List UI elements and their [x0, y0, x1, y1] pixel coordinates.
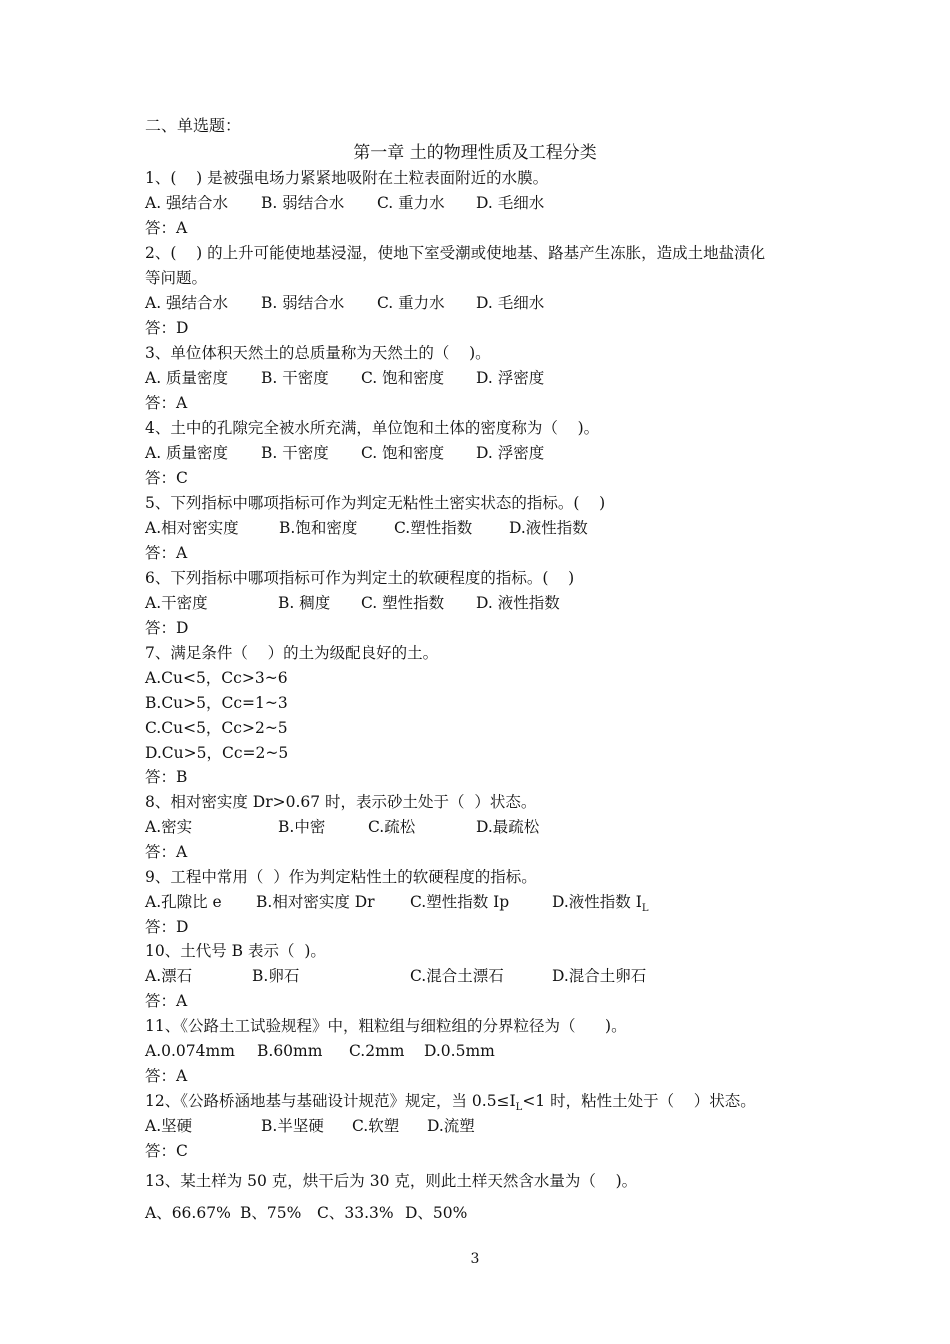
q10-answer: 答：A: [145, 992, 188, 1010]
q12-option-c: C.软塑: [352, 1117, 400, 1135]
q12-option-d: D.流塑: [427, 1117, 475, 1135]
q7-option-b: B.Cu>5，Cc=1~3: [145, 694, 288, 712]
q11-option-a: A.0.074mm: [145, 1042, 235, 1060]
q1-option-a: A. 强结合水: [145, 194, 229, 212]
q10-option-c: C.混合土漂石: [410, 967, 504, 985]
question-6-stem: 6、下列指标中哪项指标可作为判定土的软硬程度的指标。( ): [145, 569, 575, 587]
q2-option-a: A. 强结合水: [145, 294, 229, 312]
q3-answer: 答：A: [145, 394, 188, 412]
q2-option-c: C. 重力水: [377, 294, 445, 312]
q4-answer: 答：C: [145, 469, 188, 487]
question-8-stem: 8、相对密实度 Dr>0.67 时，表示砂土处于（ ）状态。: [145, 793, 537, 811]
q10-option-a: A.漂石: [145, 967, 193, 985]
q12-stem-part-2: <1 时，粘性土处于（ ）状态。: [522, 1092, 756, 1110]
q11-option-d: D.0.5mm: [424, 1042, 495, 1060]
q9-option-c: C.塑性指数 Ip: [410, 893, 510, 911]
q6-option-d: D. 液性指数: [476, 594, 560, 612]
q7-option-d: D.Cu>5，Cc=2~5: [145, 744, 289, 762]
q3-option-d: D. 浮密度: [476, 369, 545, 387]
q2-option-b: B. 弱结合水: [261, 294, 345, 312]
q6-option-c: C. 塑性指数: [361, 594, 445, 612]
q12-option-b: B.半坚硬: [261, 1117, 324, 1135]
section-heading: 二、单选题：: [145, 116, 242, 135]
q1-option-b: B. 弱结合水: [261, 194, 345, 212]
q12-option-a: A.坚硬: [145, 1117, 193, 1135]
q5-answer: 答：A: [145, 544, 188, 562]
q11-option-c: C.2mm: [349, 1042, 405, 1060]
q13-option-b: B、75%: [240, 1204, 302, 1222]
q1-option-c: C. 重力水: [377, 194, 445, 212]
question-12-stem: [145, 1091, 756, 1118]
q10-option-b: B.卵石: [252, 967, 300, 985]
q8-option-c: C.疏松: [368, 818, 416, 836]
q1-answer: 答：A: [145, 219, 188, 237]
q12-answer: 答：C: [145, 1142, 188, 1160]
page-number: 3: [470, 1251, 480, 1267]
q9-option-a: A.孔隙比 e: [145, 893, 222, 911]
q11-option-b: B.60mm: [257, 1042, 323, 1060]
question-2-stem-line-1: 2、( ) 的上升可能使地基浸湿，使地下室受潮或使地基、路基产生冻胀，造成土地盐渍化: [145, 244, 766, 262]
subscript-l: L: [515, 1102, 523, 1113]
question-2-stem-line-2: 等问题。: [145, 269, 208, 287]
question-11-stem: 11、《公路土工试验规程》中，粗粒组与细粒组的分界粒径为（ )。: [145, 1017, 627, 1035]
q1-option-d: D. 毛细水: [476, 194, 545, 212]
q6-option-a: A.干密度: [145, 594, 208, 612]
q2-answer: 答：D: [145, 319, 189, 337]
q4-option-c: C. 饱和密度: [361, 444, 445, 462]
q10-option-d: D.混合土卵石: [552, 967, 647, 985]
q13-option-d: D、50%: [405, 1204, 468, 1222]
q11-answer: 答：A: [145, 1067, 188, 1085]
q5-option-a: A.相对密实度: [145, 519, 239, 537]
q8-option-a: A.密实: [145, 818, 193, 836]
q6-option-b: B. 稠度: [278, 594, 331, 612]
question-10-stem: 10、土代号 B 表示（ )。: [145, 942, 326, 960]
subscript-l: L: [641, 903, 649, 914]
question-13-stem: 13、某土样为 50 克，烘干后为 30 克，则此土样天然含水量为（ )。: [145, 1172, 638, 1190]
q4-option-d: D. 浮密度: [476, 444, 545, 462]
q5-option-d: D.液性指数: [509, 519, 588, 537]
q4-option-b: B. 干密度: [261, 444, 329, 462]
q8-option-d: D.最疏松: [476, 818, 540, 836]
q3-option-c: C. 饱和密度: [361, 369, 445, 387]
q13-option-a: A、66.67%: [145, 1204, 231, 1222]
q5-option-c: C.塑性指数: [394, 519, 473, 537]
q3-option-a: A. 质量密度: [145, 369, 229, 387]
q9-option-d: [552, 892, 649, 919]
question-1-stem: 1、( ) 是被强电场力紧紧地吸附在土粒表面附近的水膜。: [145, 169, 549, 187]
q7-answer: 答：B: [145, 768, 188, 786]
q8-option-b: B.中密: [278, 818, 326, 836]
q7-option-a: A.Cu<5，Cc>3~6: [145, 669, 288, 687]
q9-answer: 答：D: [145, 918, 189, 936]
q7-option-c: C.Cu<5，Cc>2~5: [145, 719, 288, 737]
q9-option-d-text: D.液性指数 I: [552, 893, 642, 911]
q13-option-c: C、33.3%: [317, 1204, 394, 1222]
question-7-stem: 7、满足条件（ ）的土为级配良好的土。: [145, 644, 439, 662]
q3-option-b: B. 干密度: [261, 369, 329, 387]
q6-answer: 答：D: [145, 619, 189, 637]
chapter-title: 第一章 土的物理性质及工程分类: [353, 143, 597, 163]
q12-stem-part-1: 12、《公路桥涵地基与基础设计规范》规定，当 0.5≤I: [145, 1092, 516, 1110]
q5-option-b: B.饱和密度: [279, 519, 358, 537]
question-5-stem: 5、下列指标中哪项指标可作为判定无粘性土密实状态的指标。( ): [145, 494, 606, 512]
q4-option-a: A. 质量密度: [145, 444, 229, 462]
question-9-stem: 9、工程中常用（ ）作为判定粘性土的软硬程度的指标。: [145, 868, 537, 886]
question-4-stem: 4、土中的孔隙完全被水所充满，单位饱和土体的密度称为（ )。: [145, 419, 600, 437]
q2-option-d: D. 毛细水: [476, 294, 545, 312]
question-3-stem: 3、单位体积天然土的总质量称为天然土的（ )。: [145, 344, 491, 362]
q9-option-b: B.相对密实度 Dr: [256, 893, 375, 911]
q8-answer: 答：A: [145, 843, 188, 861]
